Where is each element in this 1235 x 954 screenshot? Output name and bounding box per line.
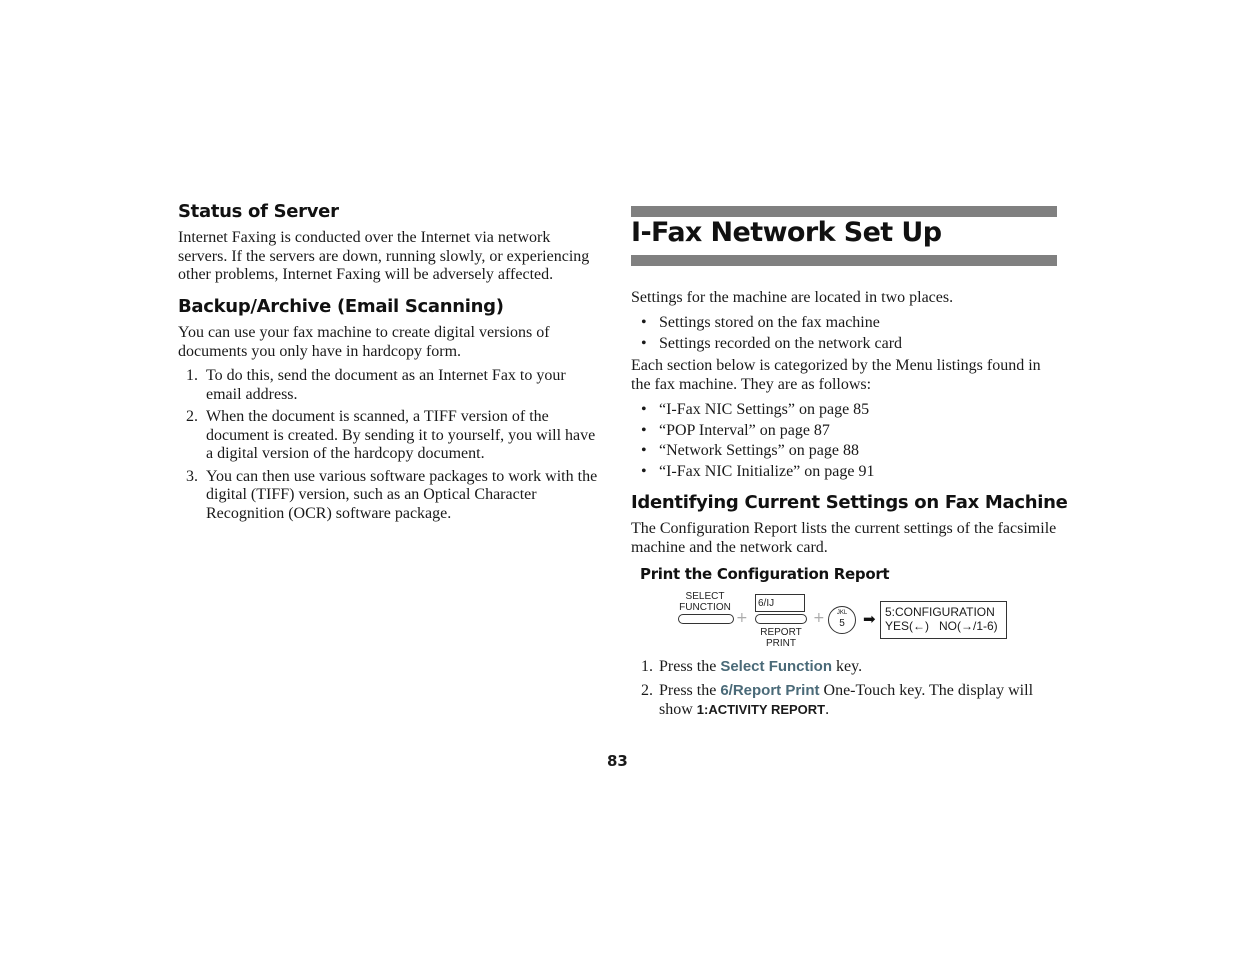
jkl-5-key xyxy=(828,606,856,634)
step-text: You can then use various software packages to work with the digital (TIFF) version, such as an Optical Character Recognition (OCR) software package. xyxy=(206,467,598,522)
keypad-diagram xyxy=(676,590,1016,652)
backup-heading: Backup/Archive (Email Scanning) xyxy=(178,296,504,317)
place-text: Settings stored on the fax machine xyxy=(659,314,880,331)
print-step-2: 2. Press the 6/Report Print One-Touch key. The display will show 1:ACTIVITY REPORT. xyxy=(641,682,1034,718)
list-item xyxy=(178,367,603,404)
list-item: • Settings recorded on the network card xyxy=(641,334,903,352)
places-list xyxy=(631,314,1057,355)
menu-ref: “Network Settings” on page 88 xyxy=(659,442,859,459)
onetouch-key-tag: 6/IJ xyxy=(755,594,805,612)
arrow-right-icon: ➡ xyxy=(863,610,876,628)
menu-ref: “I-Fax NIC Initialize” on page 91 xyxy=(659,462,875,480)
place-text: Settings recorded on the network card xyxy=(659,334,903,352)
title-bottom-bar xyxy=(631,255,1057,266)
step-text: To do this, send the document as an Internet Fax to your email address. xyxy=(206,367,566,403)
list-item: • “I-Fax NIC Settings” on page 85 xyxy=(641,401,870,418)
list-item xyxy=(178,468,603,524)
list-item: • “Network Settings” on page 88 xyxy=(641,442,859,459)
identify-paragraph: The Configuration Report lists the current settings of the facsimile machine and the network card. xyxy=(631,520,1057,556)
lcd-display xyxy=(880,601,1007,639)
list-item xyxy=(178,408,603,464)
jkl-letters: JKL xyxy=(836,610,848,616)
status-heading: Status of Server xyxy=(178,201,339,222)
menu-ref: “I-Fax NIC Settings” on page 85 xyxy=(659,401,870,418)
list-item: • Settings stored on the fax machine xyxy=(641,314,880,331)
jkl-number: 5 xyxy=(839,618,845,629)
plus-icon: + xyxy=(736,610,748,626)
list-item: • “I-Fax NIC Initialize” on page 91 xyxy=(641,462,875,480)
section-paragraph: Each section below is categorized by the Menu listings found in the fax machine. They are as follows: xyxy=(631,357,1041,393)
menu-ref: “POP Interval” on page 87 xyxy=(659,421,830,439)
print-step-1: 1. Press the Select Function key. xyxy=(641,658,863,675)
list-item: • “POP Interval” on page 87 xyxy=(641,421,830,439)
menus-list xyxy=(631,401,1057,483)
step-text: When the document is scanned, a TIFF version of the document is created. By sending it to yourself, you will have a digital version of the hardcopy document. xyxy=(206,408,596,462)
step-number: 1. xyxy=(186,367,198,384)
select-function-key-ref: Select Function xyxy=(720,658,833,675)
page-title: I-Fax Network Set Up xyxy=(631,217,942,248)
backup-paragraph: You can use your fax machine to create digital versions of documents you only have in hardcopy form. xyxy=(178,324,550,360)
report-print-label: REPORT PRINT xyxy=(760,627,802,649)
page-number: 83 xyxy=(607,752,628,770)
display-line-2: YES(←) NO(→/1-6) xyxy=(885,619,998,633)
plus-icon: + xyxy=(813,610,825,626)
report-print-key xyxy=(755,614,807,624)
intro-paragraph: Settings for the machine are located in two places. xyxy=(631,289,954,306)
backup-steps-list xyxy=(178,367,603,527)
identify-heading: Identifying Current Settings on Fax Machine xyxy=(631,492,1068,513)
title-top-bar xyxy=(631,206,1057,217)
activity-report-display: 1:ACTIVITY REPORT xyxy=(696,701,826,717)
report-print-key-ref: 6/Report Print xyxy=(720,682,820,699)
print-heading: Print the Configuration Report xyxy=(640,565,890,583)
step-number: 3. xyxy=(186,467,198,485)
step-number: 2. xyxy=(186,408,198,425)
select-function-label: SELECT FUNCTION xyxy=(679,591,731,613)
status-paragraph: Internet Faxing is conducted over the Internet via network servers. If the servers are down, running slowly, or experiencing other problems, Internet Faxing will be adversely affected. xyxy=(178,229,590,283)
display-line-1: 5:CONFIGURATION xyxy=(885,605,995,619)
select-function-key xyxy=(678,614,734,624)
